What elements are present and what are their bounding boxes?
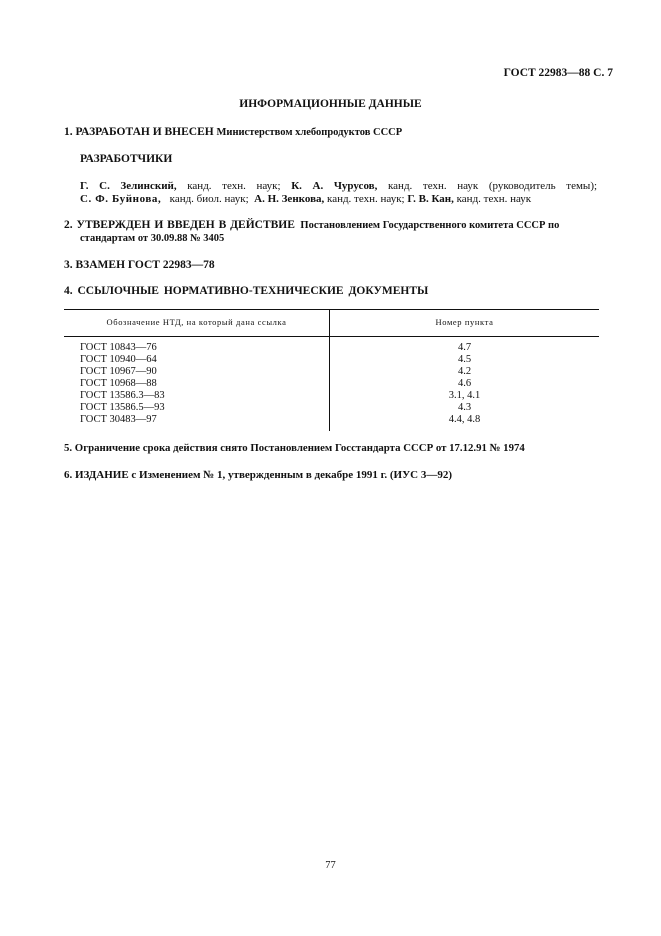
developer-role: канд. техн. наук	[456, 193, 532, 205]
table-cell-doc: ГОСТ 30483—97	[80, 414, 157, 425]
table-header-rule	[64, 336, 599, 337]
table-cell-item: 4.4, 4.8	[448, 414, 481, 425]
section-3: 3. ВЗАМЕН ГОСТ 22983—78	[64, 259, 215, 271]
table-cell-item: 4.2	[457, 366, 472, 377]
section-5: 5. Ограничение срока действия снято Постановлением Госстандарта СССР от 17.12.91 № 1974	[64, 442, 525, 454]
table-cell-item: 3.1, 4.1	[448, 390, 481, 401]
developer-role: канд. техн. наук (руководитель темы);	[388, 180, 598, 192]
developer-name: Г. С. Зелинский,	[80, 180, 177, 192]
developer-name: А. Н. Зенкова,	[254, 193, 325, 205]
page-title: ИНФОРМАЦИОННЫЕ ДАННЫЕ	[239, 98, 422, 110]
table-cell-doc: ГОСТ 10940—64	[80, 354, 157, 365]
section-1	[64, 126, 402, 138]
section-6: 6. ИЗДАНИЕ с Изменением № 1, утвержденным в декабре 1991 г. (ИУС 3—92)	[64, 469, 453, 481]
section-1-lead: 1. РАЗРАБОТАН И ВНЕСЕН	[64, 126, 214, 138]
section-2-text: Постановлением Государственного комитета СССР по	[300, 220, 560, 231]
section-2-lead: 2. УТВЕРЖДЕН И ВВЕДЕН В ДЕЙСТВИЕ	[64, 219, 295, 231]
table-cell-doc: ГОСТ 13586.5—93	[80, 402, 165, 413]
page-number: 77	[325, 860, 336, 871]
table-top-rule	[64, 309, 599, 310]
table-cell-doc: ГОСТ 10967—90	[80, 366, 157, 377]
section-4: 4. ССЫЛОЧНЫЕ НОРМАТИВНО-ТЕХНИЧЕСКИЕ ДОКУМЕНТЫ	[64, 285, 429, 297]
developer-role: канд. биол. наук;	[169, 193, 249, 205]
section-2-line-1	[64, 219, 559, 231]
developer-name: Г. В. Кан,	[407, 193, 454, 205]
developers-line-1	[80, 180, 597, 192]
table-cell-item: 4.5	[457, 354, 472, 365]
developer-name: С. Ф. Буйнова,	[80, 193, 162, 205]
table-cell-item: 4.7	[457, 342, 472, 353]
section-1-text: Министерством хлебопродуктов СССР	[216, 127, 403, 138]
references-table	[64, 309, 599, 431]
developers-line-2	[80, 193, 531, 205]
table-cell-doc: ГОСТ 10843—76	[80, 342, 157, 353]
developer-role: канд. техн. наук;	[187, 180, 281, 192]
table-header-item: Номер пункта	[435, 317, 494, 327]
standard-header: ГОСТ 22983—88 С. 7	[503, 67, 613, 79]
table-cell-item: 4.3	[457, 402, 472, 413]
developer-role: канд. техн. наук;	[327, 193, 405, 205]
section-2-line-2: стандартам от 30.09.88 № 3405	[80, 233, 225, 244]
developer-name: К. А. Чурусов,	[291, 180, 378, 192]
table-header-document: Обозначение НТД, на который дана ссылка	[106, 317, 287, 327]
developers-heading: РАЗРАБОТЧИКИ	[80, 153, 173, 165]
table-cell-doc: ГОСТ 13586.3—83	[80, 390, 165, 401]
table-cell-item: 4.6	[457, 378, 472, 389]
table-cell-doc: ГОСТ 10968—88	[80, 378, 157, 389]
